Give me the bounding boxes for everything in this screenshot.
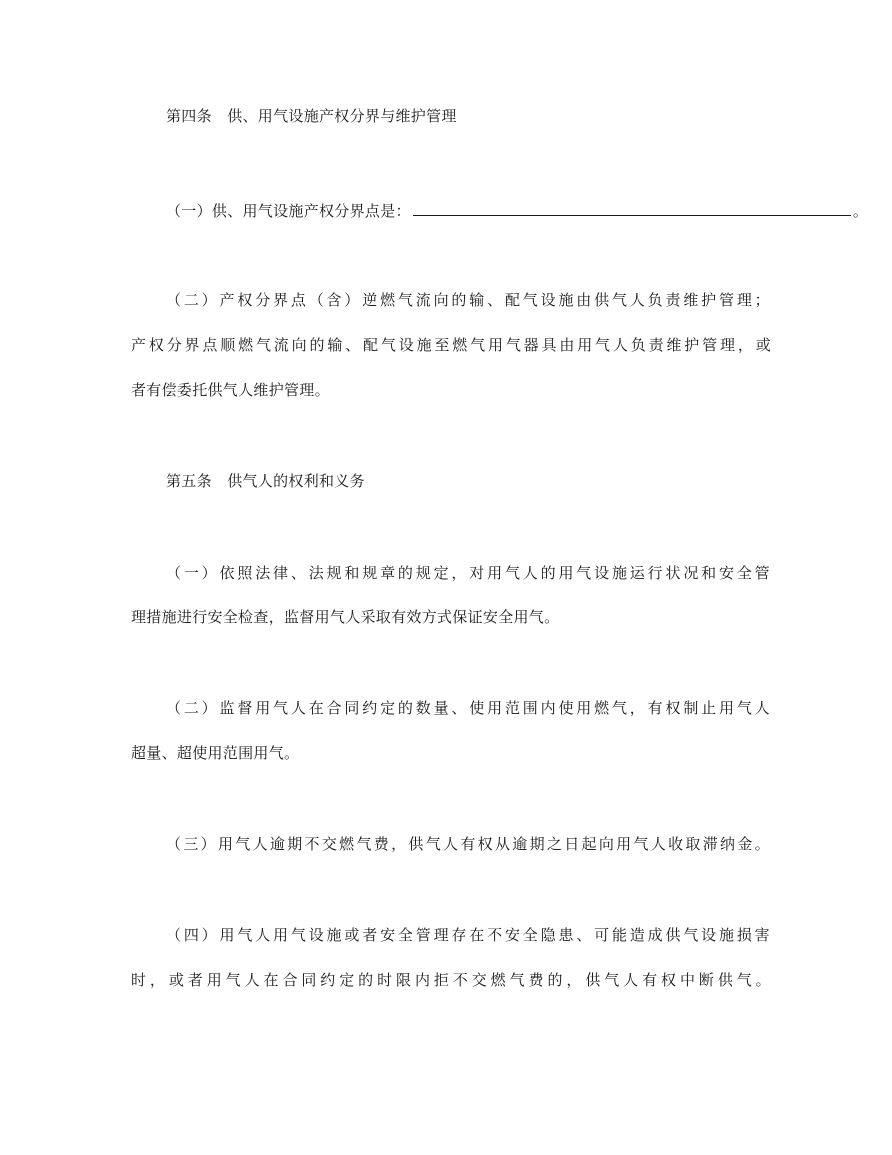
article-5-item-2-line-2: 超量、超使用范围用气。 (131, 744, 300, 762)
article-5-item-4-line-2: 时，或者用气人在合同约定的时限内拒不交燃气费的，供气人有权中断供气。 (131, 971, 771, 989)
article-5-item-1-line-2: 理措施进行安全检查，监督用气人采取有效方式保证安全用气。 (131, 608, 560, 626)
article-4-item-1-label: （一）供、用气设施产权分界点是： (166, 202, 411, 220)
article-4-item-2-line-2: 产权分界点顺燃气流向的输、配气设施至燃气用气器具由用气人负责维护管理，或 (131, 336, 771, 354)
article-5-item-4-line-1: （四）用气人用气设施或者安全管理存在不安全隐患、可能造成供气设施损害 (166, 926, 770, 944)
article-5-item-2-line-1: （二）监督用气人在合同约定的数量、使用范围内使用燃气，有权制止用气人 (166, 699, 770, 717)
article-4-item-1-end: 。 (852, 202, 869, 220)
article-5-heading: 第五条 供气人的权利和义务 (166, 472, 365, 490)
article-4-item-1 (166, 199, 868, 221)
article-5-item-3-line-1: （三）用气人逾期不交燃气费，供气人有权从逾期之日起向用气人收取滞纳金。 (166, 835, 770, 853)
article-4-item-2-line-1: （二）产权分界点（含）逆燃气流向的输、配气设施由供气人负责维护管理； (166, 291, 770, 309)
article-4-item-2-line-3: 者有偿委托供气人维护管理。 (131, 381, 330, 399)
article-4-heading: 第四条 供、用气设施产权分界与维护管理 (166, 107, 457, 125)
property-boundary-blank-line (413, 199, 851, 216)
article-5-item-1-line-1: （一）依照法律、法规和规章的规定，对用气人的用气设施运行状况和安全管 (166, 564, 770, 582)
